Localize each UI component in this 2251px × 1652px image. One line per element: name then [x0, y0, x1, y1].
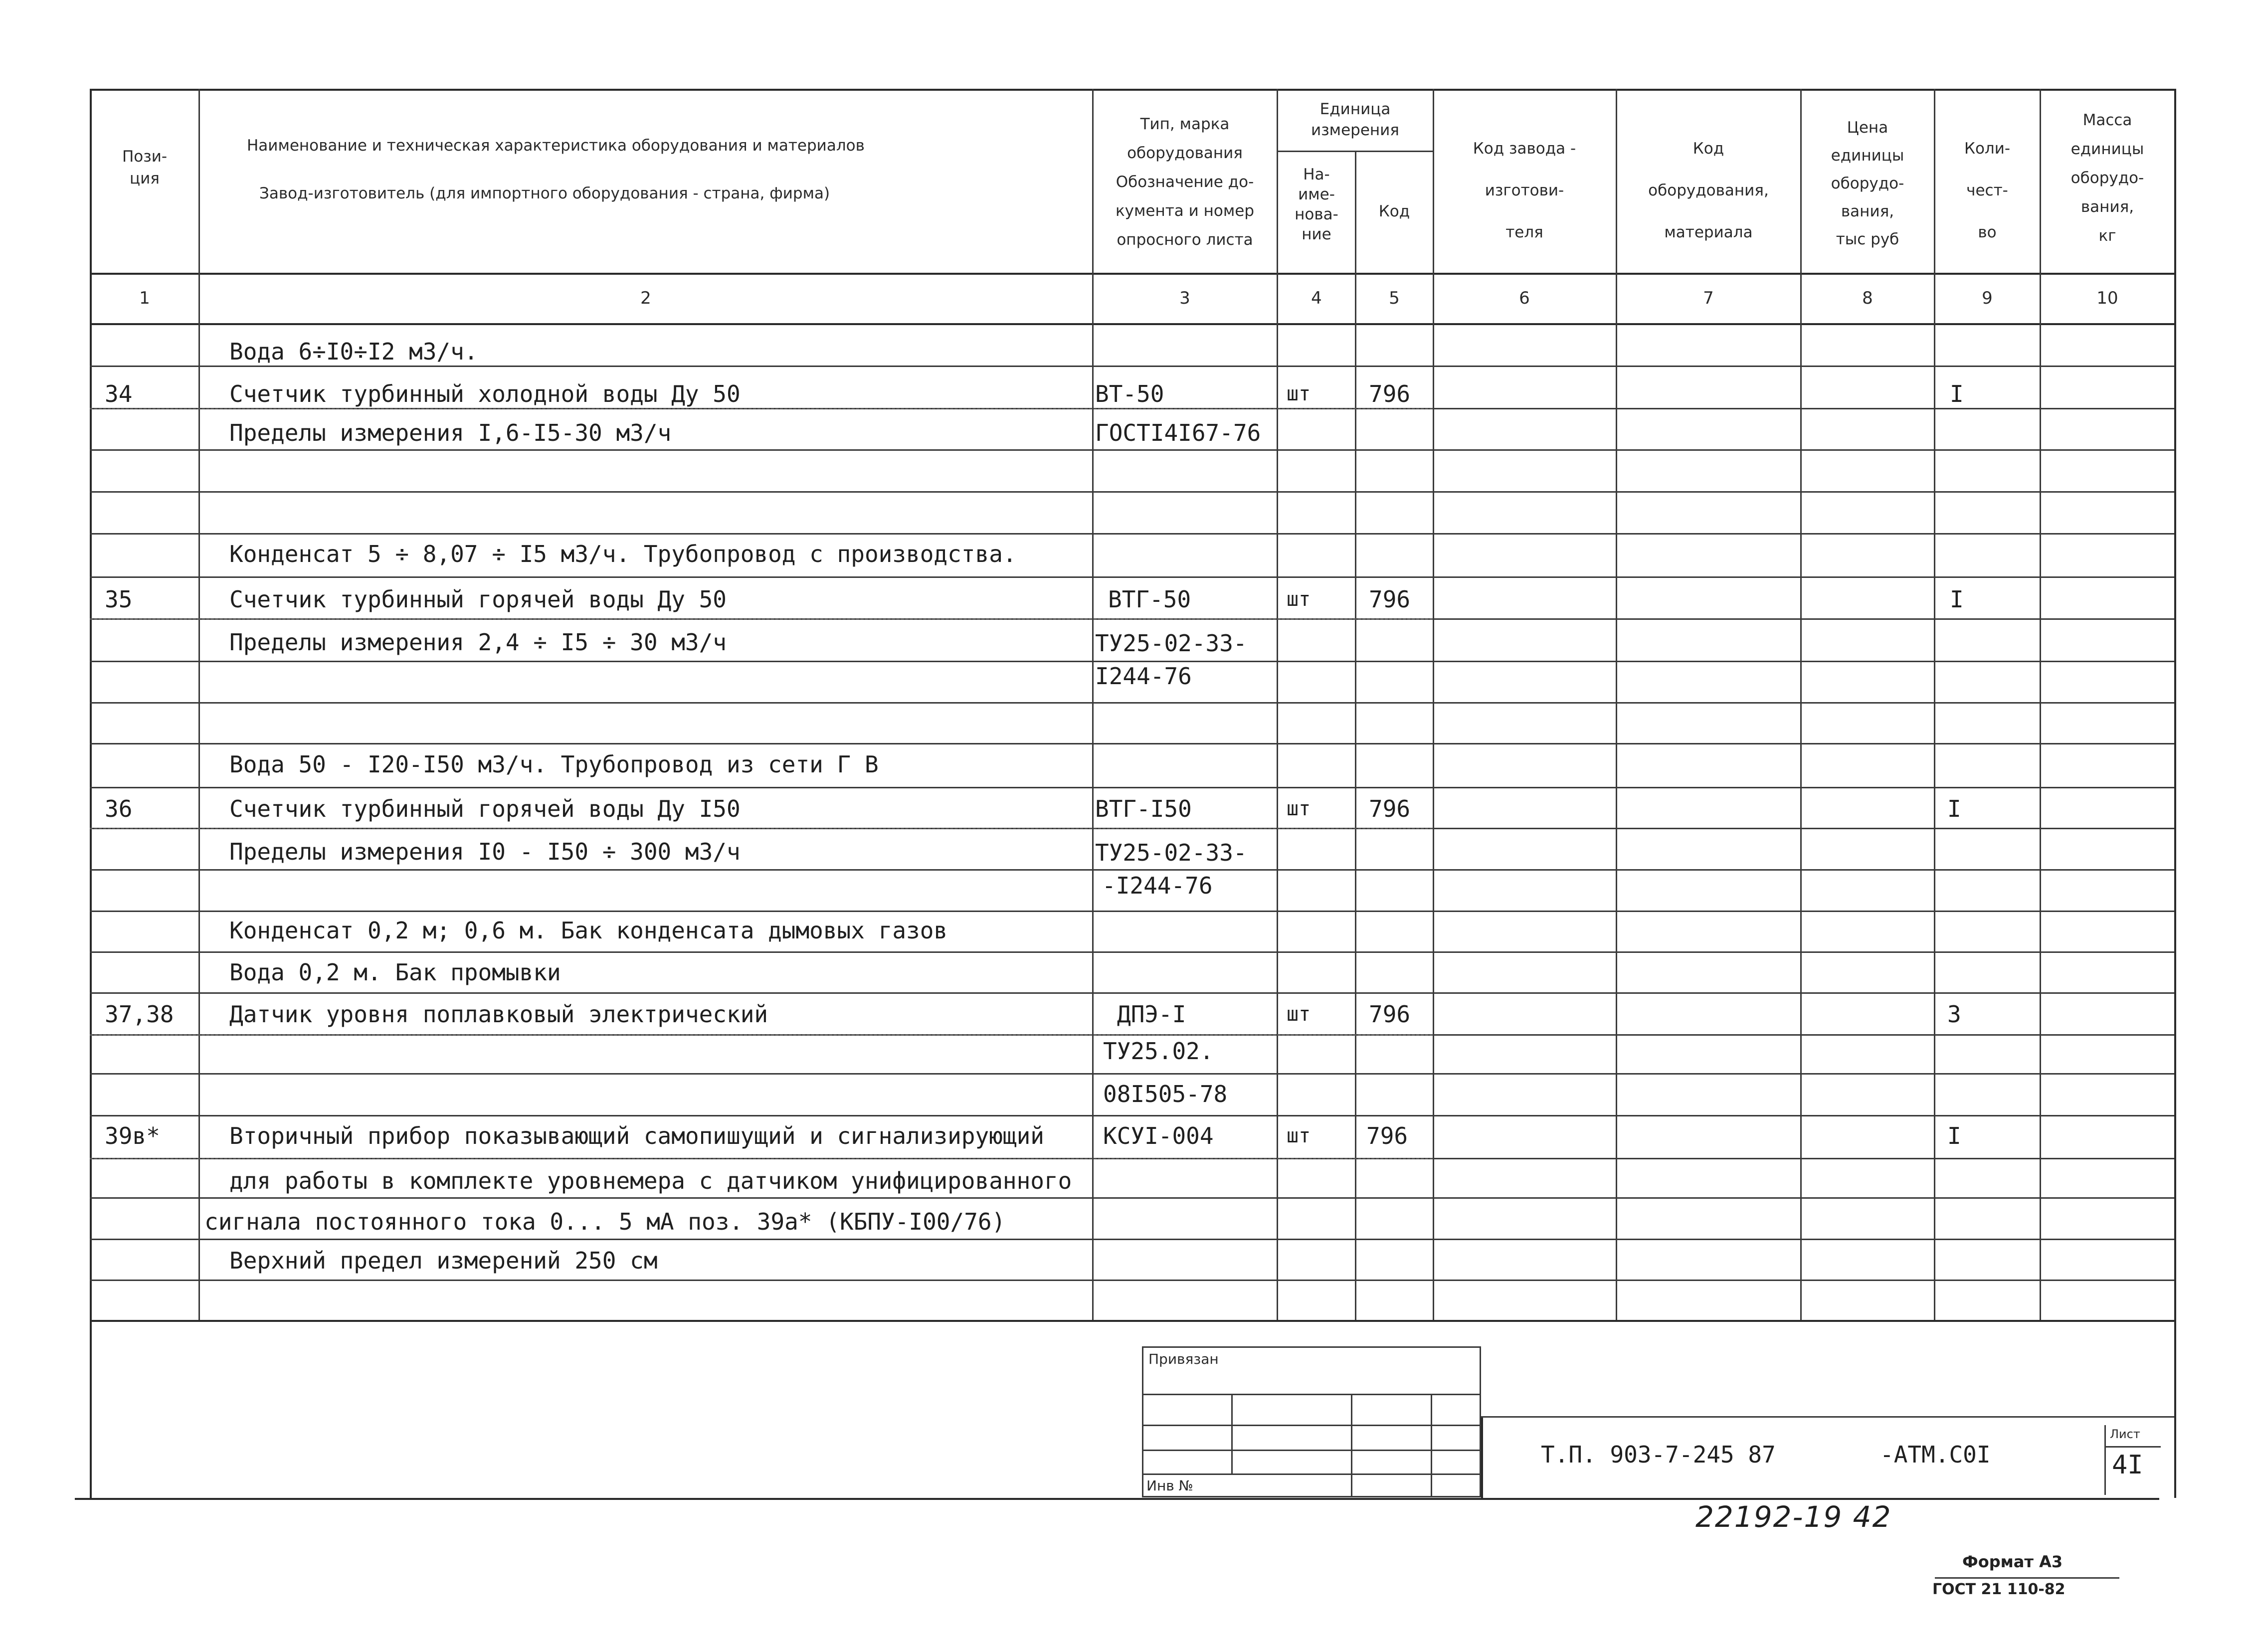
col-sep-1: [198, 89, 200, 1320]
item-underline: [90, 408, 1433, 409]
row-unit-code: 796: [1369, 380, 1411, 407]
frame-right-line: [2174, 89, 2176, 1498]
stamp-line: [1143, 1450, 1480, 1451]
col-sep-6: [1616, 89, 1617, 1320]
row-line: [90, 951, 2174, 953]
row-name: Конденсат 0,2 м; 0,6 м. Бак конденсата дымовых газов: [229, 917, 948, 944]
row-name: Пределы измерения I,6-I5-30 м3/ч: [229, 419, 672, 446]
row-line: [90, 449, 2174, 451]
header-name-line1: Наименование и техническая характеристика оборудования и материалов: [247, 137, 865, 155]
row-line: [90, 702, 2174, 704]
row-unit: шт: [1287, 1124, 1311, 1147]
col-sep-3: [1277, 89, 1278, 1320]
sheet-box-line: [2106, 1446, 2161, 1448]
attached-label: Привязан: [1148, 1351, 1219, 1367]
row-type: КСУI-004: [1103, 1122, 1214, 1149]
row-name: Вода 6÷I0÷I2 м3/ч.: [229, 338, 478, 365]
table-bottom-line: [90, 1320, 2174, 1322]
row-type: ТУ25.02.: [1103, 1038, 1214, 1065]
document-designation: Т.П. 903-7-245 87: [1541, 1441, 1776, 1468]
row-name: Конденсат 5 ÷ 8,07 ÷ I5 м3/ч. Трубопровод с производства.: [229, 541, 1017, 567]
col-sep-2: [1092, 89, 1094, 1320]
title-block-left-line: [1481, 1416, 1483, 1498]
header-equipment-code: Код оборудования, материала: [1648, 140, 1769, 241]
row-line: [90, 1239, 2174, 1240]
row-quantity: I: [1950, 586, 1964, 613]
frame-top-line: [90, 89, 2174, 91]
row-line: [90, 491, 2174, 493]
column-number-8: 8: [1862, 288, 1873, 308]
document-code: -АТМ.С0I: [1880, 1441, 1991, 1468]
row-type: ВТГ-50: [1108, 586, 1191, 613]
row-type: -I244-76: [1102, 872, 1213, 899]
row-name: Счетчик турбинный горячей воды Ду 50: [229, 586, 727, 613]
row-line: [90, 1115, 2174, 1116]
col-sep-4: [1355, 151, 1356, 1320]
row-type: ТУ25-02-33-: [1095, 630, 1247, 657]
column-number-6: 6: [1519, 288, 1530, 308]
row-position: 36: [105, 795, 133, 822]
row-position: 37,38: [105, 1001, 174, 1028]
header-factory-code: Код завода - изготови- теля: [1473, 140, 1576, 241]
header-name-line2: Завод-изготовитель (для импортного оборудования - страна, фирма): [259, 184, 830, 202]
sheet-label: Лист: [2110, 1427, 2140, 1441]
sheet-number: 4I: [2112, 1450, 2143, 1480]
column-number-4: 4: [1311, 288, 1322, 308]
row-position: 34: [105, 380, 133, 407]
row-name: Счетчик турбинный холодной воды Ду 50: [229, 380, 741, 407]
item-underline: [90, 1158, 1433, 1159]
col-sep-7: [1800, 89, 1802, 1320]
row-quantity: I: [1950, 380, 1964, 407]
column-numbers-bottom-line: [90, 323, 2174, 325]
row-line: [90, 576, 2174, 578]
row-quantity: I: [1947, 795, 1961, 822]
stamp-line: [1143, 1425, 1480, 1426]
stamp-line: [1143, 1473, 1480, 1475]
row-quantity: 3: [1947, 1001, 1961, 1028]
row-unit-code: 796: [1369, 1001, 1411, 1028]
column-number-1: 1: [139, 288, 150, 308]
col-sep-5: [1433, 89, 1434, 1320]
header-unit-code: Код: [1378, 202, 1410, 220]
row-name: Счетчик турбинный горячей воды Ду I50: [229, 795, 741, 822]
stamp-line: [1231, 1394, 1233, 1473]
column-number-9: 9: [1982, 288, 1993, 308]
row-line: [90, 911, 2174, 912]
handwritten-number: 22192-19 42: [1695, 1500, 1892, 1534]
column-number-5: 5: [1389, 288, 1400, 308]
row-name: Датчик уровня поплавковый электрический: [229, 1001, 768, 1028]
row-line: [90, 533, 2174, 535]
row-position: 35: [105, 586, 133, 613]
row-line: [90, 1197, 2174, 1199]
column-number-3: 3: [1179, 288, 1190, 308]
item-underline: [90, 828, 1433, 829]
header-quantity: Коли- чест- во: [1964, 140, 2011, 241]
row-unit-code: 796: [1366, 1122, 1408, 1149]
row-line: [90, 992, 2174, 994]
row-line: [90, 869, 2174, 871]
format-line: [1935, 1577, 2119, 1579]
row-name: Верхний предел измерений 250 см: [229, 1247, 658, 1274]
format-label: Формат А3: [1962, 1552, 2063, 1571]
row-unit: шт: [1287, 588, 1311, 611]
item-underline: [90, 618, 1433, 620]
row-position: 39в*: [105, 1122, 160, 1149]
row-line: [90, 1280, 2174, 1281]
stamp-line: [1143, 1394, 1480, 1395]
row-type: ТУ25-02-33-: [1095, 839, 1247, 866]
row-line: [90, 787, 2174, 788]
row-type: 08I505-78: [1103, 1081, 1228, 1107]
row-type: ВТ-50: [1095, 380, 1164, 407]
row-line: [90, 743, 2174, 744]
col-sep-8: [1934, 89, 1935, 1320]
header-unit: Единица измерения: [1311, 100, 1399, 139]
header-type: Тип, марка оборудования Обозначение до- кумента и номер опросного листа: [1115, 115, 1255, 249]
stamp-line: [1431, 1394, 1432, 1497]
column-number-2: 2: [640, 288, 651, 308]
row-quantity: I: [1947, 1122, 1961, 1149]
frame-left-line: [90, 89, 92, 1498]
row-type: ВТГ-I50: [1095, 795, 1192, 822]
row-unit: шт: [1287, 382, 1311, 405]
unit-subheader-line: [1277, 151, 1433, 152]
header-mass: Масса единицы оборудо- вания, кг: [2070, 111, 2144, 245]
row-unit: шт: [1287, 1003, 1311, 1026]
header-bottom-line: [90, 273, 2174, 275]
row-name: Вода 50 - I20-I50 м3/ч. Трубопровод из сети Г В: [229, 751, 879, 778]
row-type: I244-76: [1095, 663, 1192, 690]
row-unit-code: 796: [1369, 586, 1411, 613]
row-name: Пределы измерения I0 - I50 ÷ 300 м3/ч: [229, 838, 741, 865]
row-unit-code: 796: [1369, 795, 1411, 822]
row-name: Пределы измерения 2,4 ÷ I5 ÷ 30 м3/ч: [229, 629, 727, 656]
row-line: [90, 366, 2174, 367]
row-name: для работы в комплекте уровнемера с датчиком унифицированного: [229, 1167, 1072, 1194]
header-unit-name: На- име- нова- ние: [1295, 166, 1338, 243]
row-type: ГОСТI4I67-76: [1095, 419, 1261, 446]
row-name: Вода 0,2 м. Бак промывки: [229, 959, 561, 986]
header-position: Пози- ция: [122, 148, 168, 187]
column-number-10: 10: [2096, 288, 2118, 308]
row-name: Вторичный прибор показывающий самопишущий и сигнализирующий: [229, 1122, 1044, 1149]
row-line: [90, 1073, 2174, 1075]
row-name: сигнала постоянного тока 0... 5 мА поз. 39а* (КБПУ-I00/76): [204, 1208, 1006, 1235]
col-sep-9: [2040, 89, 2041, 1320]
row-type: ДПЭ-I: [1117, 1001, 1186, 1028]
sheet-number-box: [2104, 1425, 2160, 1495]
attachment-stamp: [1142, 1346, 1481, 1497]
column-number-7: 7: [1703, 288, 1714, 308]
title-block-top-line: [1481, 1416, 2174, 1418]
header-price: Цена единицы оборудо- вания, тыс руб: [1831, 119, 1904, 248]
stamp-line: [1351, 1394, 1352, 1497]
standard-label: ГОСТ 21 110-82: [1932, 1581, 2065, 1598]
inventory-number-label: Инв №: [1146, 1477, 1193, 1494]
row-unit: шт: [1287, 797, 1311, 820]
item-underline: [90, 1034, 1433, 1036]
